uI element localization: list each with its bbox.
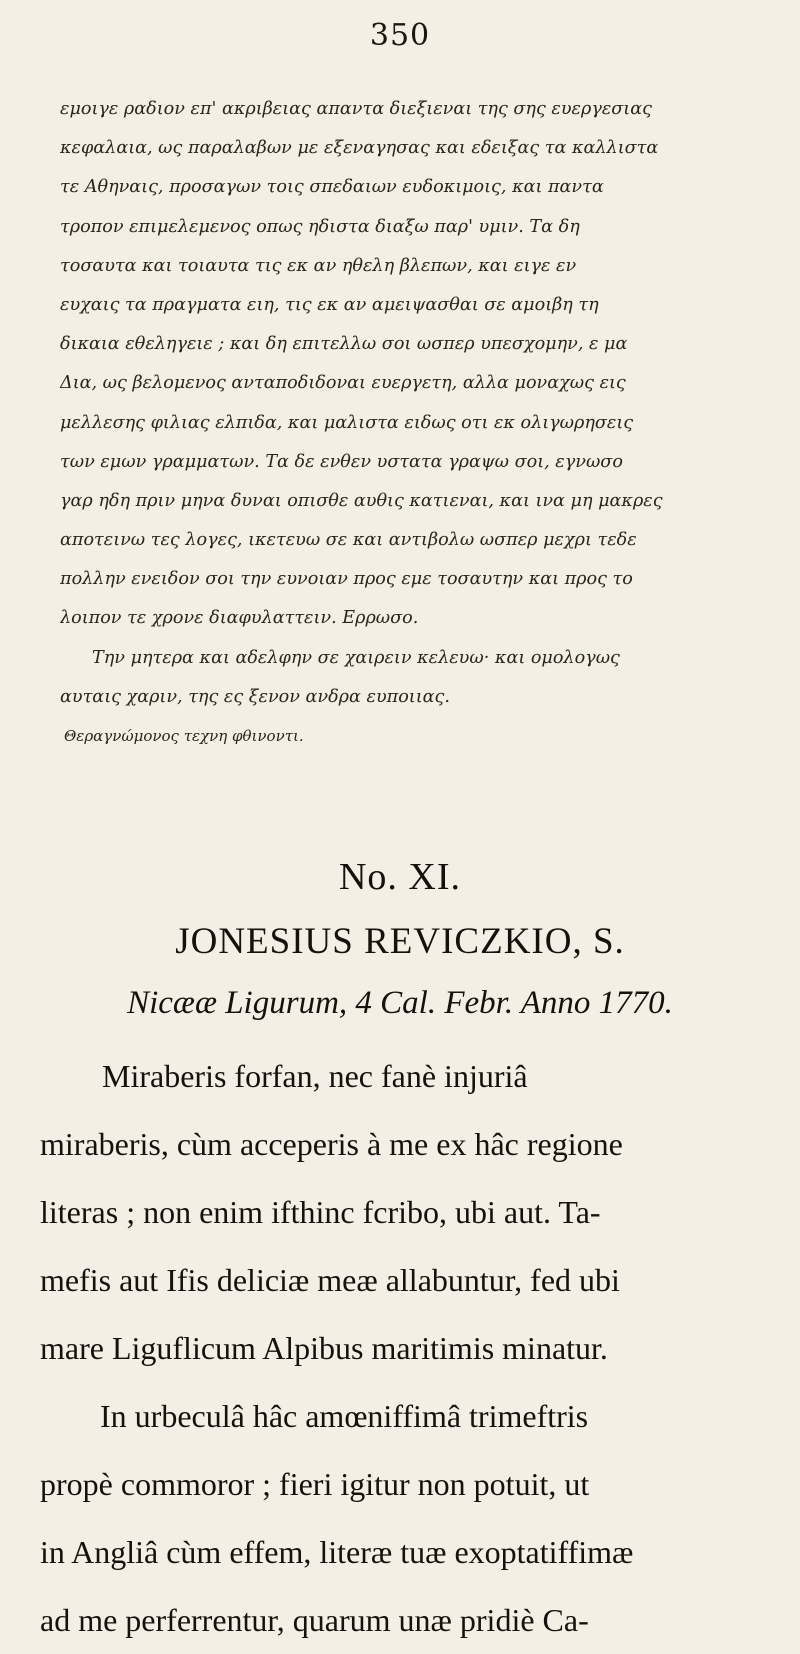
latin-line: In urbeculâ hâc amœniffimâ trimeftris: [100, 1398, 589, 1434]
latin-line: miraberis, cùm acceperis à me ex hâc regione: [40, 1126, 623, 1162]
greek-line: λοιπον τε χρονε διαφυλαττειν. Ερρωσο.: [60, 608, 419, 629]
greek-line: δικαια εθεληγειε ; και δη επιτελλω σοι ωσπερ υπεσχομην, ε μα: [60, 334, 628, 355]
greek-signature: Θεραγνώμονος τεχνη φθινοντι.: [64, 727, 304, 745]
latin-line: in Angliâ cùm effem, literæ tuæ exoptatiffimæ: [40, 1534, 634, 1570]
greek-line: αποτεινω τες λογες, ικετευω σε και αντιβολω ωσπερ μεχρι τεδε: [60, 530, 637, 551]
greek-line: Την μητερα και αδελφην σε χαιρειν κελευω· και ομολογως: [92, 647, 620, 668]
greek-line: πολλην ενειδον σοι την ευνοιαν προς εμε τοσαυτην και προς το: [60, 569, 633, 590]
greek-line: τοσαυτα και τοιαυτα τις εκ αν ηθελη βλεπων, και ειγε εν: [60, 255, 577, 276]
latin-line: mare Liguflicum Alpibus maritimis minatur.: [40, 1330, 608, 1366]
greek-line: Δια, ως βελομενος ανταποδιδοναι ευεργετη, αλλα μοναχως εις: [60, 373, 626, 394]
latin-line: Miraberis forfan, nec fanè injuriâ: [102, 1058, 528, 1094]
greek-letter-text: [60, 90, 760, 756]
greek-line: των εμων γραμματων. Τα δε ενθεν υστατα γραψω σοι, εγνωσο: [60, 451, 623, 472]
latin-letter-text: [40, 1042, 770, 1654]
greek-line: μελλεσης φιλιας ελπιδα, και μαλιστα ειδως οτι εκ ολιγωρησεις: [60, 412, 634, 433]
greek-line: εμοιγε ραδιον επ' ακριβειας απαντα διεξιεναι της σης ευεργεσιας: [60, 99, 652, 119]
page-number: 350: [369, 18, 431, 53]
greek-line: τροπον επιμελεμενος οπως ηδιστα διαξω παρ' υμιν. Τα δη: [60, 216, 580, 237]
greek-line: τε Αθηναις, προσαγων τοις σπεδαιων ευδοκιμοις, και παντα: [60, 177, 604, 198]
letter-author-heading: JONESIUS REVICZKIO, S.: [175, 921, 625, 962]
greek-line: γαρ ηδη πριν μηνα δυναι οπισθε αυθις κατιεναι, και ινα μη μακρες: [60, 490, 663, 511]
letter-number-heading: No. XI.: [338, 856, 462, 898]
greek-line: ευχαις τα πραγματα ειη, τις εκ αν αμειψασθαι σε αμοιβη τη: [60, 294, 599, 315]
greek-line: αυταις χαριν, της ες ξενον ανδρα ευποιιας.: [60, 686, 450, 707]
greek-line: κεφαλαια, ως παραλαβων με εξεναγησας και εδειξας τα καλλιστα: [60, 138, 659, 159]
latin-line: propè commoror ; fieri igitur non potuit, ut: [40, 1466, 590, 1502]
latin-line: mefis aut Ifis deliciæ meæ allabuntur, fed ubi: [40, 1262, 620, 1298]
latin-line: ad me perferrentur, quarum unæ pridiè Ca-: [40, 1602, 589, 1638]
latin-line: literas ; non enim ifthinc fcribo, ubi aut. Ta-: [40, 1194, 601, 1230]
letter-dateline: Nicææ Ligurum, 4 Cal. Febr. Anno 1770.: [127, 985, 673, 1021]
